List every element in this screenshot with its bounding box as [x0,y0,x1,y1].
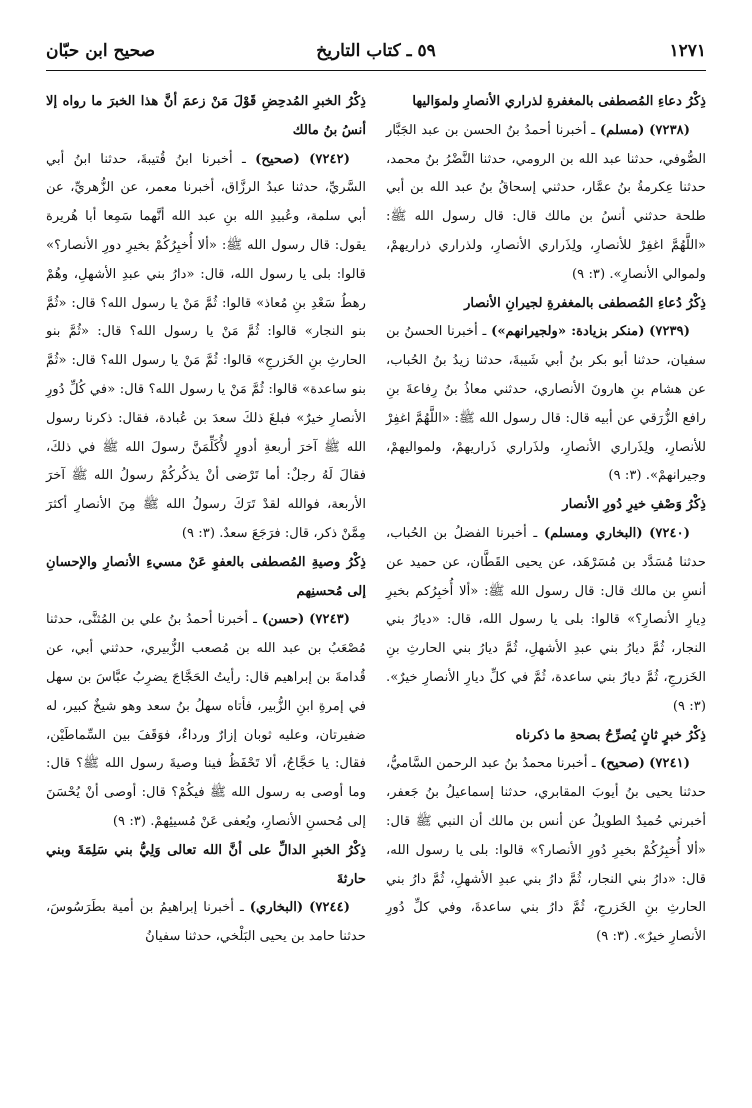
page-header [46,36,706,66]
hadith-reference: (٣: ٩) [112,813,147,829]
hadith-reference: (٣: ٩) [181,525,215,541]
left-column [46,88,366,952]
hadith-number: (٧٢٤٢) [309,151,350,167]
section-heading: ذِكْرُ الخبرِ الدالِّ على أنَّ الله تعالى وَلِيُّ بني سَلِمَةَ وبني حارثةَ [46,842,366,887]
hadith-grade: (صحيح) [255,151,300,167]
hadith-number: (٧٢٤٠) [649,525,690,541]
section-heading: ذِكْرُ دعاءِ المُصطفى بالمغفرةِ لذراري الأنصارِ ولموَاليها [412,94,706,109]
hadith-grade: (مسلم) [599,122,645,138]
hadith-grade: (البخاري ومسلم) [543,525,643,541]
page-number: ١٢٧١ [669,41,706,61]
hadith-paragraph [46,894,366,952]
hadith-reference: (٣: ٩) [672,698,706,714]
section-heading: ذِكْرُ الخبرِ المُدحِضِ قَوْلَ مَنْ زعمَ أنَّ هذا الخبرَ ما رواه إلا أنسُ بنُ مالك [46,94,366,138]
hadith-text: ـ أخبرنا الحسنُ بن سفيان، حدثنا أبو بكر بنُ أبي شَيبةَ، حدثنا زيدُ بنُ الحُباب، عن هشام بنِ هارونَ الأنصاري، حدثني معاذُ بنُ رِفاعةَ بنِ رافع الزُّرَقي عن أبيه قال: قال رسول الله ﷺ: «اللَّهُمَّ اغفِرْ للأنصارِ، ولِذَراري الأنصارِ، ولذَراري ذَراريهمْ، ولمواليهمْ، وجيرانهمْ». [386,324,706,484]
hadith-grade: (صحيح) [600,756,645,772]
hadith-grade: (حسن) [261,612,305,628]
section-heading: ذِكْرُ خبرٍ ثانٍ يُصرِّحُ بصحةِ ما ذكرناه [515,727,706,743]
hadith-number: (٧٢٤٣) [309,612,350,628]
hadith-grade: (منكر بزيادة: «ولجيرانهم») [491,324,645,340]
section-heading: ذِكْرُ وصيةِ المُصطفى بالعفوِ عَنْ مسيءِ الأنصارِ والإحسانِ إلى مُحسنِهم [46,554,366,599]
hadith-paragraph [386,750,706,952]
book-title: صحيح ابن حبّان [46,41,156,61]
hadith-paragraph [386,520,706,722]
hadith-text: ـ أخبرنا أحمدُ بنُ علي بن المُثنَّى، حدثنا مُصْعَبُ بن عبد الله بن مُصعب الزُّبيري، حدثني أبي، عن قُدامةَ بن إبراهيم قال: رأيتُ الحَجَّاجَ يضرِبُ عبَّاسَ بن سهل في إمرةِ ابنِ الزُّبير، فأتاه سهلُ بنُ سعد وهو شيخٌ كبير، له ضفيرتان، وعليه ثوبان إزارٌ ورداءٌ، فوَقَفَ بين السِّماطَيْن، فقال: يا حَجَّاجُ، ألا تَحْفَظُ فينا وصيةَ رسول الله ﷺ؟ قال: وما أوصى به رسول الله ﷺ فيكُمْ؟ قال: أوصى أنْ يُحْسَنَ إلى مُحسنِ الأنصارِ، ويُعفى عَنْ مُسيئِهمْ. [46,612,366,829]
hadith-paragraph [386,318,706,491]
hadith-number: (٧٢٣٩) [649,324,690,340]
hadith-grade: (البخاري) [249,900,304,916]
hadith-text: ـ أخبرنا محمدُ بنُ عبد الرحمن السَّاميُّ، حدثنا يحيى بنُ أيوبَ المقابري، حدثنا إسماعيلُ بنُ جَعفر، أخبرني حُميدٌ الطويلُ عن أنس بن مالك أن النبي ﷺ قال: «ألا أُخبِرُكُمْ بخيرِ دُورِ الأنصار؟» قالوا: بلى يا رسول الله، قال: «دارُ بني النجار، ثُمَّ دارُ بني عبدِ الأشهلِ، ثُمَّ دارُ بني الحارثِ بنِ الخَزرجِ، ثُمَّ دارُ بني ساعدةَ، وفي كلِّ دُورِ الأنصارِ خيرٌ». [386,756,706,945]
hadith-paragraph [46,606,366,836]
hadith-paragraph [386,117,706,290]
chapter-title: ٥٩ ـ كتاب التاريخ [316,41,436,61]
hadith-text: ـ أخبرنا ابنُ قُتيبةَ، حدثنا ابنُ أبي السَّريِّ، حدثنا عبدُ الرزَّاق، أخبرنا معمر، عن الزُّهريِّ، عن أبي سلمة، وعُبيدِ الله بنِ عبد الله أنَّهما سَمِعا أبا هُريرة يقول: قال رسول الله ﷺ: «ألا أُخبِرُكُمْ بخيرِ دورِ الأنصار؟» قالوا: بلى يا رسول الله، قال: «دارُ بني عبدِ الأشهلِ، وهُمْ رهطُ سَعْدِ بنِ مُعاذ» قالوا: ثُمَّ مَنْ يا رسول الله؟ قال: «ثُمَّ بنو النجار» قالوا: ثُمَّ مَنْ يا رسول الله؟ قال: «ثُمَّ بنو الحارثِ بنِ الخَزرجِ» قالوا: ثُمَّ مَنْ يا رسول الله؟ قال: «ثُمَّ بنو ساعدة» قالوا: ثُمَّ مَنْ يا رسول الله؟ قال: «في كُلِّ دُورِ الأنصارِ خيرٌ» فبلغَ ذلكَ سعدَ بن عُبادة، فقال: ذكرنا رسول الله ﷺ آخرَ أربعةِ أدورٍ لأُكَلِّمَنَّ رسولَ الله ﷺ في ذلكَ، فقالَ لَهُ رجلٌ: أما تَرْضى أنْ يذكُركُمْ رسولُ الله ﷺ آخرَ الأربعة، فوالله لقدْ تَرَكَ رسولُ الله ﷺ مِنَ الأنصارِ أكثرَ مِمَّنْ ذكر، قال: فرَجَعَ سعدٌ. [46,151,366,541]
hadith-number: (٧٢٤٤) [309,900,350,916]
hadith-reference: (٣: ٩) [596,929,630,945]
hadith-text: ـ أخبرنا إبراهيمُ بن أمية بطَرَسُوسَ، حدثنا حامد بن يحيى البَلْخي، حدثنا سفيانُ [46,900,366,945]
header-divider [46,70,706,71]
hadith-number: (٧٢٣٨) [649,122,690,138]
hadith-number: (٧٢٤١) [649,756,690,772]
right-column [386,88,706,952]
hadith-reference: (٣: ٩) [572,266,606,282]
hadith-text: ـ أخبرنا أحمدُ بنُ الحسن بن عبد الجَبَّار الصُّوفي، حدثنا عبد الله بن الرومي، حدثنا النَّضْرُ بنُ محمد، حدثنا عِكرمةُ بنُ عمَّار، حدثني إسحاقُ بنُ عبد الله بن أبي طلحة حدثني أنسُ بن مالك قال: قال رسول الله ﷺ: «اللَّهُمَّ اغفِرْ للأنصارِ، ولِذَراري الأنصارِ، ولذراري ذراريهمْ، ولموالي الأنصارِ». [386,122,706,282]
section-heading: ذِكْرُ وَصْفِ خيرِ دُورِ الأنصار [562,497,706,513]
hadith-paragraph [46,146,366,549]
section-heading: ذِكْرُ دُعاءِ المُصطفى بالمغفرةِ لجيرانِ الأنصار [464,295,706,311]
hadith-reference: (٣: ٩) [608,468,642,484]
hadith-text: ـ أخبرنا الفضلُ بن الحُباب، حدثنا مُسَدَّد بن مُسَرْهَد، عن يحيى القَطَّان، عن حميد عن أنسِ بن مالك قال: قال رسول الله ﷺ: «ألا أُخبِرُكم بخيرِ دِيارِ الأنصارِ؟» قالوا: بلى يا رسول الله، قال: «ديارُ بني النجار، ثُمَّ ديارُ بني عبدِ الأشهلِ، ثُمَّ ديارُ بني الحارثِ بنِ الخَزرجِ، ثُمَّ ديارُ بني ساعدة، ثُمَّ في كلِّ ديارِ الأنصارِ خيرٌ». [386,525,706,685]
